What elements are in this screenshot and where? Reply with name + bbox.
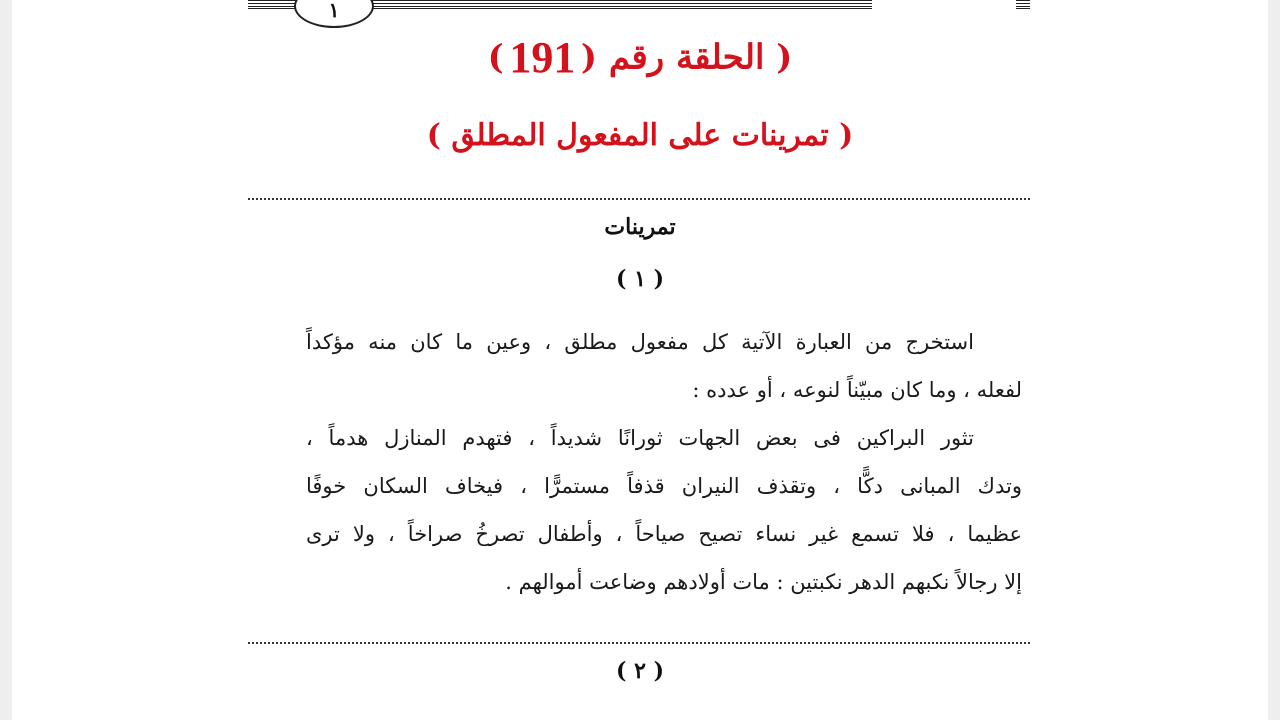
- dotted-divider-bottom: [248, 642, 1030, 644]
- exercise-1-line: استخرج من العبارة الآتية كل مفعول مطلق ، وعين ما كان منه مؤكداً: [306, 330, 974, 354]
- episode-title: [12, 32, 1268, 83]
- exercise-1-number: ( ١ ): [616, 266, 664, 292]
- exercise-1-line: وتدك المبانى دكًّا ، وتقذف النيران قذفاً مستمرًّا ، فيخاف السكان خوفًا: [306, 474, 1022, 498]
- header-rule-right: [1016, 0, 1030, 9]
- episode-subtitle: ( تمرينات على المفعول المطلق ): [426, 118, 854, 153]
- exercise-1-line: لفعله ، وما كان مبيّناً لنوعه ، أو عدده :: [692, 378, 1022, 402]
- exercise-1-line: عظيما ، فلا تسمع غير نساء تصيح صياحاً ، وأطفال تصرخُ صراخاً ، ولا ترى: [306, 522, 1022, 546]
- document-page: [12, 0, 1268, 720]
- exercise-1-line: تثور البراكين فى بعض الجهات ثورانًا شديداً ، فتهدم المنازل هدماً ،: [306, 426, 974, 450]
- dotted-divider-top: [248, 198, 1030, 200]
- episode-title-prefix: ( الحلقة رقم (: [580, 37, 793, 78]
- page-number-badge: ١: [294, 0, 374, 28]
- exercise-1-text: [306, 318, 1022, 606]
- episode-number: 191: [509, 33, 576, 82]
- exercise-2-number: ( ٢ ): [616, 658, 664, 684]
- exercise-1-line: إلا رجالاً نكبهم الدهر نكبتين : مات أولادهم وضاعت أموالهم .: [505, 570, 1022, 594]
- episode-title-suffix: ): [487, 37, 504, 78]
- section-heading: تمرينات: [604, 214, 676, 240]
